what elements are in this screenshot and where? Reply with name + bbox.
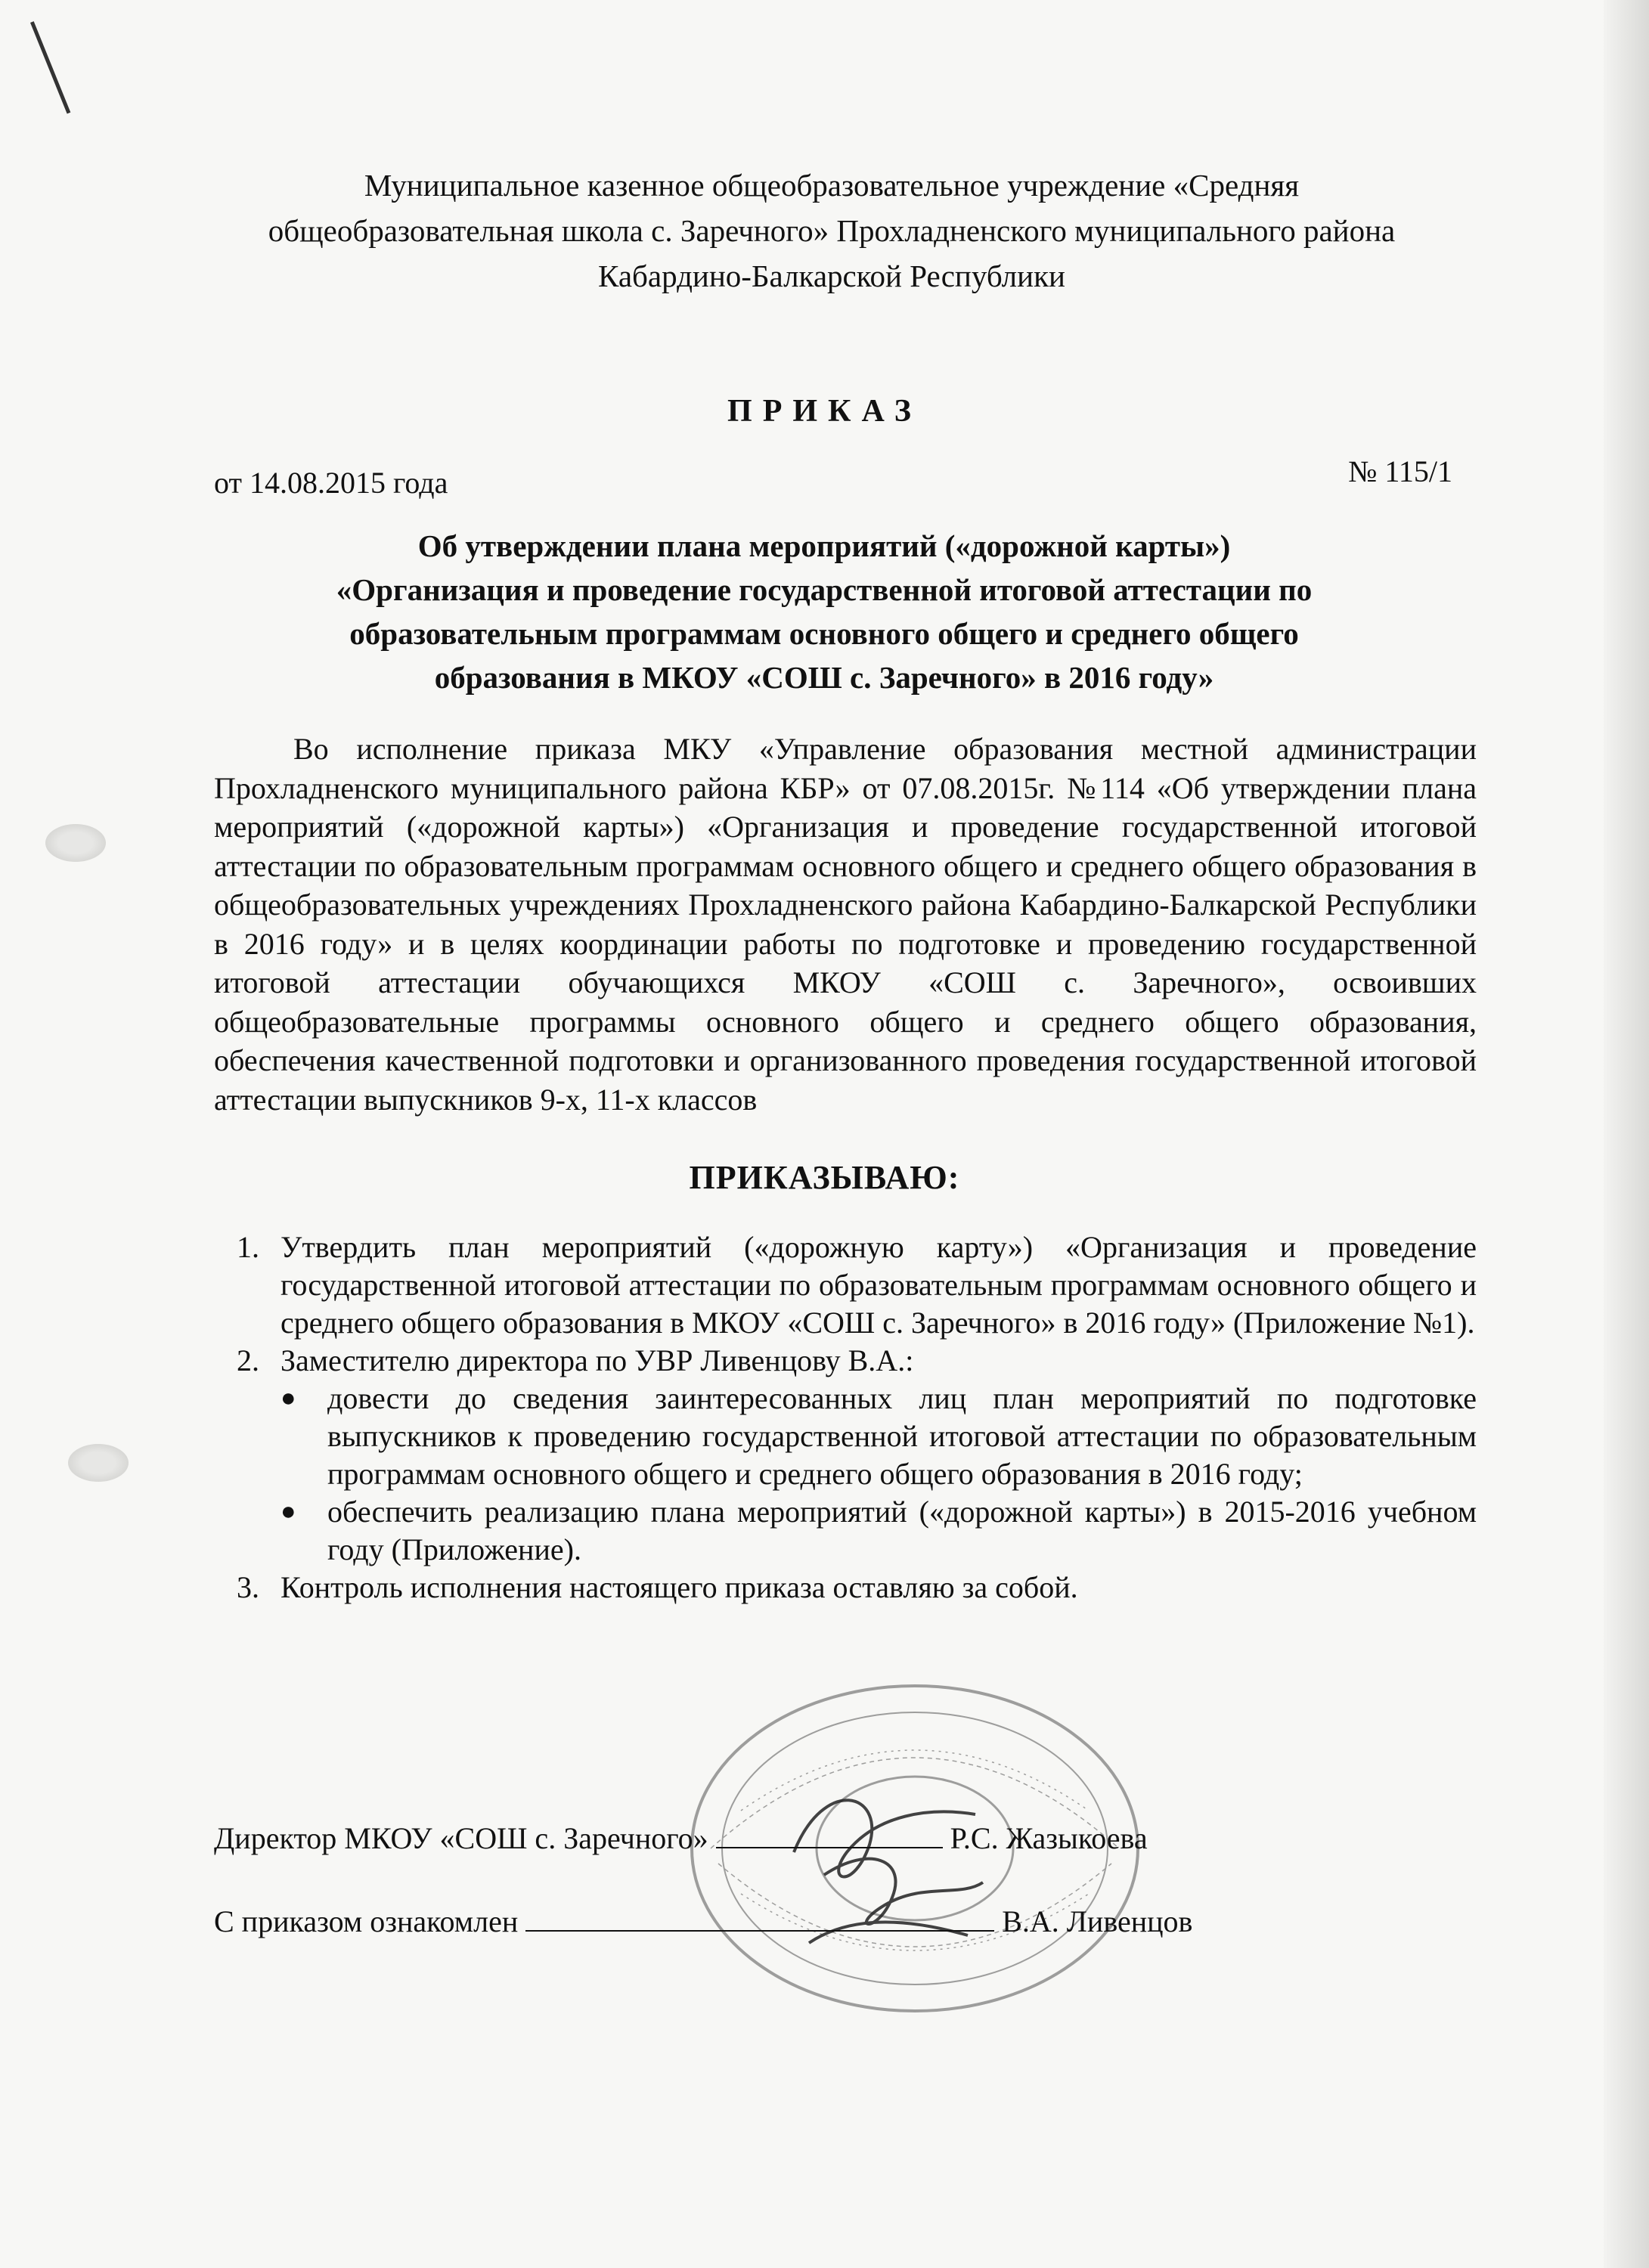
- acknowledgement-row: [214, 1904, 1192, 1939]
- punch-hole: [68, 1444, 129, 1482]
- order-item: [214, 1228, 1477, 1342]
- subject-line: Об утверждении плана мероприятий («дорожной карты»): [417, 528, 1231, 563]
- handwritten-signature: [779, 1761, 1006, 1988]
- organization-header: [189, 163, 1474, 299]
- order-subitem: [214, 1493, 1477, 1569]
- subitem-text: довести до сведения заинтересованных лиц план мероприятий по подготовке выпускников к проведению государственной итоговой аттестации по образовательным программам основного общего и среднего общего образования в 2016 году;: [327, 1381, 1477, 1491]
- order-heading: ПРИКАЗЫВАЮ:: [689, 1159, 960, 1196]
- preamble-paragraph: Во исполнение приказа МКУ «Управление образования местной администрации Прохладненского муниципального района КБР» от 07.08.2015г. №114 «Об утверждении плана мероприятий («дорожной карты») «Организация и проведение государственной итоговой аттестации по образовательным программам основного общего и среднего общего образования в общеобразовательных учреждениях Прохладненского района Кабардино-Балкарской Республики в 2016 году» и в целях координации работы по подготовке и проведению государственной итоговой аттестации обучающихся МКОУ «СОШ с. Заречного», освоивших общеобразовательные программы основного общего и среднего общего образования, обеспечения качественной подготовки и организованного проведения государственной итоговой аттестации выпускников 9-х, 11-х классов: [214, 732, 1477, 1117]
- order-item: [214, 1342, 1477, 1380]
- subitem-text: обеспечить реализацию плана мероприятий («дорожной карты») в 2015-2016 учебном году (Приложение).: [327, 1495, 1477, 1566]
- document-date: от 14.08.2015 года: [214, 466, 448, 500]
- signature-line: [525, 1930, 994, 1932]
- item-number: 2.: [237, 1343, 259, 1377]
- scan-artifact-line: [30, 21, 70, 113]
- document-title: ПРИКАЗ: [727, 394, 922, 429]
- order-subitem: [214, 1380, 1477, 1493]
- header-line: Кабардино-Балкарской Республики: [598, 259, 1065, 293]
- order-item: [214, 1569, 1477, 1606]
- item-number: 3.: [237, 1570, 259, 1604]
- punch-hole: [45, 824, 106, 862]
- header-line: Муниципальное казенное общеобразовательное учреждение «Средняя: [364, 168, 1300, 203]
- document-number: № 115/1: [1348, 454, 1452, 488]
- acknowledgement-name: В.А. Ливенцов: [1002, 1904, 1193, 1938]
- signature-line: [716, 1847, 943, 1848]
- subject-line: «Организация и проведение государственной итоговой аттестации по: [336, 572, 1313, 607]
- acknowledgement-label: С приказом ознакомлен: [214, 1904, 519, 1938]
- subject-line: образования в МКОУ «СОШ с. Заречного» в 2016 году»: [434, 660, 1214, 695]
- bullet-icon: ●: [281, 1384, 296, 1412]
- item-text: Утвердить план мероприятий («дорожную карту») «Организация и проведение государственной итоговой аттестации по образовательным программам основного общего и среднего общего образования в МКОУ «СОШ с. Заречного» в 2016 году» (Приложение №1).: [281, 1230, 1477, 1340]
- order-items-list: [214, 1228, 1477, 1606]
- subject-line: образовательным программам основного общего и среднего общего: [349, 616, 1299, 651]
- item-text: Заместителю директора по УВР Ливенцову В.А.:: [281, 1343, 914, 1377]
- item-number: 1.: [237, 1230, 259, 1264]
- director-label: Директор МКОУ «СОШ с. Заречного»: [214, 1821, 708, 1855]
- item-text: Контроль исполнения настоящего приказа оставляю за собой.: [281, 1570, 1078, 1604]
- director-signature-row: [214, 1820, 1148, 1856]
- scan-edge: [1604, 0, 1649, 2268]
- header-line: общеобразовательная школа с. Заречного» Прохладненского муниципального района: [268, 213, 1396, 248]
- order-subject: [295, 524, 1353, 699]
- director-name: Р.С. Жазыкоева: [950, 1821, 1148, 1855]
- bullet-icon: ●: [281, 1498, 296, 1526]
